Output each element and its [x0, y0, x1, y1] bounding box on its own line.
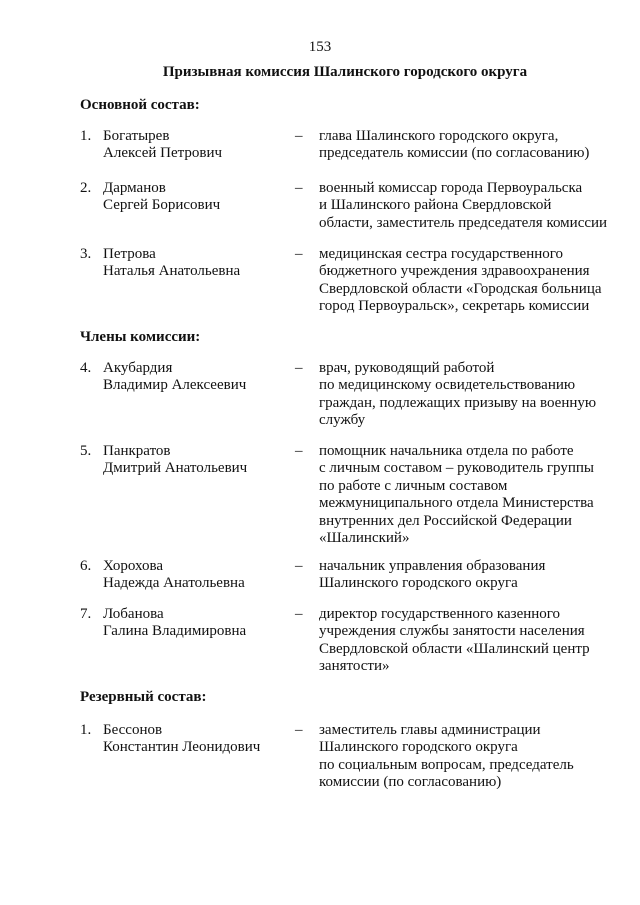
dash-separator: – — [295, 360, 303, 376]
role-line: город Первоуральск», секретарь комиссии — [319, 298, 590, 315]
member-given-name: Наталья Анатольевна — [103, 263, 241, 280]
member-role — [319, 606, 620, 676]
member-number: 1. — [80, 722, 92, 738]
member-role — [319, 360, 620, 430]
dash-separator: – — [295, 558, 303, 574]
role-line: военный комиссар города Первоуральска — [319, 180, 583, 196]
member-surname: Лобанова — [103, 606, 164, 622]
role-line: области, заместитель председателя комиссии — [319, 214, 608, 231]
role-line: «Шалинский» — [319, 530, 410, 547]
member-number: 1. — [80, 128, 92, 144]
dash-separator: – — [295, 443, 303, 459]
role-line: Свердловской области «Городская больница — [319, 280, 602, 297]
dash-separator: – — [295, 128, 303, 144]
document-title: Призывная комиссия Шалинского городского округа — [162, 64, 528, 80]
member-role — [319, 722, 620, 792]
role-line: председатель комиссии (по согласованию) — [319, 145, 590, 162]
member-number: 6. — [80, 558, 92, 574]
role-line: межмуниципального отдела Министерства — [319, 495, 594, 512]
role-line: службу — [319, 412, 366, 429]
member-role — [319, 128, 620, 163]
member-surname: Богатырев — [103, 128, 170, 144]
role-line: медицинская сестра государственного — [319, 246, 564, 262]
page-number: 153 — [308, 39, 332, 55]
member-given-name: Константин Леонидович — [103, 739, 261, 756]
role-line: Шалинского городского округа — [319, 575, 518, 592]
member-surname: Дарманов — [103, 180, 166, 196]
member-number: 2. — [80, 180, 92, 196]
member-name — [103, 558, 293, 593]
member-given-name: Алексей Петрович — [103, 145, 223, 162]
member-surname: Петрова — [103, 246, 156, 262]
member-role — [319, 443, 620, 547]
role-line: заместитель главы администрации — [319, 722, 541, 738]
role-line: и Шалинского района Свердловской — [319, 197, 552, 214]
role-line: Шалинского городского округа — [319, 739, 518, 756]
member-given-name: Владимир Алексеевич — [103, 377, 247, 394]
role-line: глава Шалинского городского округа, — [319, 128, 559, 144]
member-number: 3. — [80, 246, 92, 262]
member-given-name: Надежда Анатольевна — [103, 575, 245, 592]
member-role — [319, 246, 620, 316]
member-surname: Бессонов — [103, 722, 163, 738]
member-name — [103, 360, 293, 395]
role-line: бюджетного учреждения здравоохранения — [319, 263, 590, 280]
role-line: врач, руководящий работой — [319, 360, 495, 376]
member-role — [319, 558, 620, 593]
role-line: Свердловской области «Шалинский центр — [319, 640, 590, 657]
dash-separator: – — [295, 722, 303, 738]
member-given-name: Галина Владимировна — [103, 623, 247, 640]
role-line: директор государственного казенного — [319, 606, 561, 622]
member-number: 4. — [80, 360, 92, 376]
role-line: учреждения службы занятости населения — [319, 623, 585, 640]
role-line: по работе с личным составом — [319, 477, 508, 494]
dash-separator: – — [295, 246, 303, 262]
role-line: по социальным вопросам, председатель — [319, 756, 574, 773]
member-given-name: Дмитрий Анатольевич — [103, 460, 248, 477]
member-given-name: Сергей Борисович — [103, 197, 221, 214]
member-number: 5. — [80, 443, 92, 459]
role-line: занятости» — [319, 658, 390, 675]
dash-separator: – — [295, 180, 303, 196]
role-line: с личным составом – руководитель группы — [319, 460, 594, 477]
role-line: комиссии (по согласованию) — [319, 774, 502, 791]
member-surname: Хорохова — [103, 558, 163, 574]
role-line: внутренних дел Российской Федерации — [319, 512, 572, 529]
member-name — [103, 128, 293, 163]
member-name — [103, 180, 293, 215]
member-number: 7. — [80, 606, 92, 622]
dash-separator: – — [295, 606, 303, 622]
role-line: помощник начальника отдела по работе — [319, 443, 574, 459]
member-name — [103, 722, 293, 757]
member-role — [319, 180, 620, 232]
section-heading-reserve: Резервный состав: — [80, 689, 207, 705]
role-line: по медицинскому освидетельствованию — [319, 377, 576, 394]
member-name — [103, 443, 293, 478]
member-name — [103, 606, 293, 641]
role-line: начальник управления образования — [319, 558, 546, 574]
member-surname: Панкратов — [103, 443, 171, 459]
member-name — [103, 246, 293, 281]
role-line: граждан, подлежащих призыву на военную — [319, 394, 597, 411]
member-surname: Акубардия — [103, 360, 173, 376]
section-heading-main: Основной состав: — [80, 97, 200, 113]
section-heading-members: Члены комиссии: — [80, 329, 201, 345]
